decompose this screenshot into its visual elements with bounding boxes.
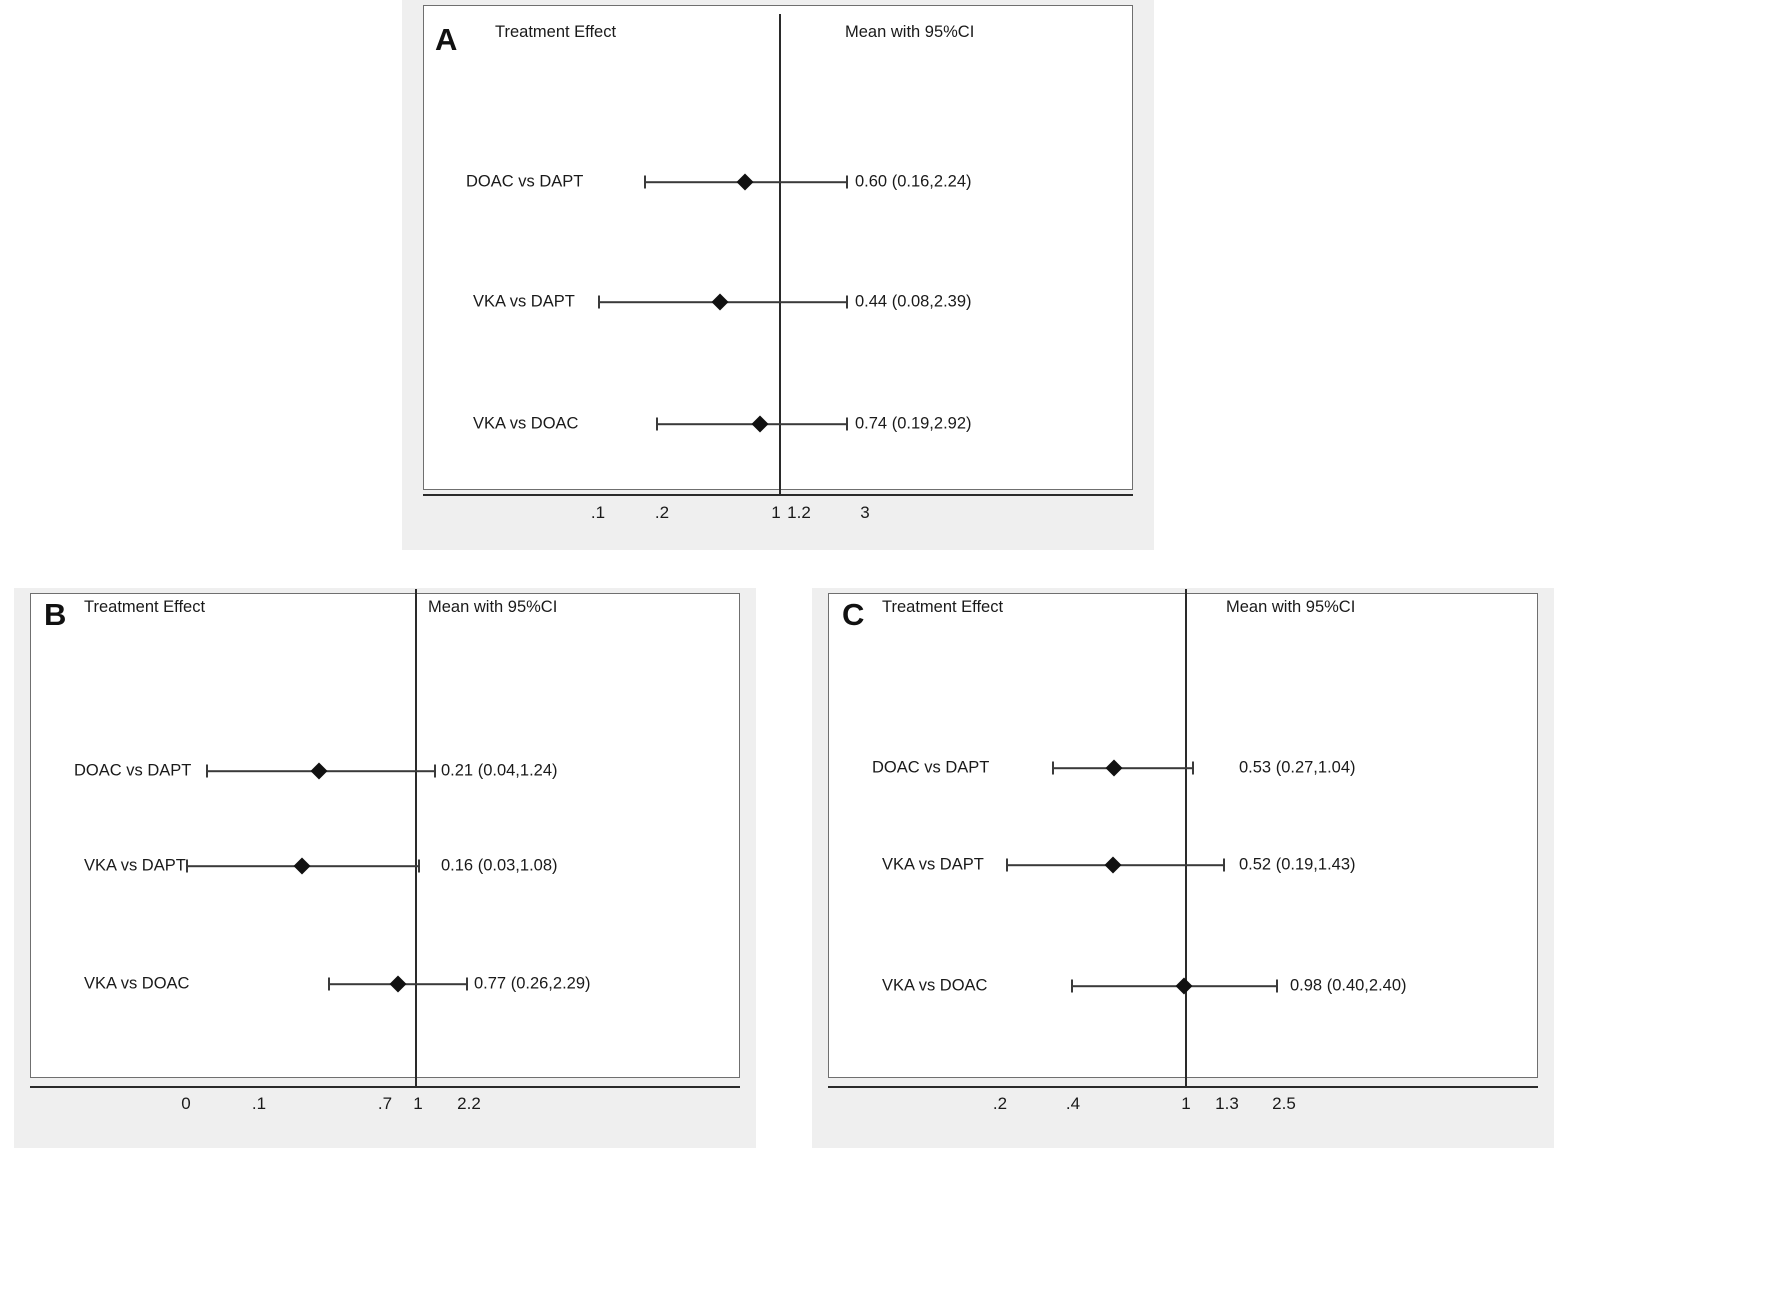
panel-a-row-label-2: VKA vs DOAC	[473, 414, 579, 433]
panel-b-row-label-2: VKA vs DOAC	[84, 974, 190, 993]
panel-c-ci-cap-high-1	[1223, 859, 1225, 872]
panel-a-header-right: Mean with 95%CI	[845, 23, 975, 41]
panel-c-ci-cap-low-1	[1006, 859, 1008, 872]
panel-b-ci-cap-low-1	[186, 860, 188, 873]
panel-a-letter: A	[435, 22, 458, 57]
panel-c-header-left: Treatment Effect	[882, 598, 1004, 616]
panel-c-ci-cap-high-0	[1192, 762, 1194, 775]
panel-c-tick-0: .2	[992, 1094, 1008, 1113]
panel-b-row-value-2: 0.77 (0.26,2.29)	[474, 974, 591, 993]
panel-a-row-value-0: 0.60 (0.16,2.24)	[855, 172, 972, 191]
panel-b-tick-1: .1	[251, 1094, 267, 1113]
panel-b-ci-cap-high-1	[418, 860, 420, 873]
panel-b-ci-cap-low-2	[328, 978, 330, 991]
panel-a	[402, 0, 1154, 550]
panel-a-ci-cap-low-0	[644, 176, 646, 189]
panel-b-row-value-1: 0.16 (0.03,1.08)	[441, 856, 558, 875]
panel-c-ci-cap-low-0	[1052, 762, 1054, 775]
panel-c-reference-line	[1185, 589, 1187, 1087]
panel-c-axis	[828, 1086, 1538, 1088]
panel-c-letter: C	[842, 597, 865, 632]
panel-c-ci-cap-high-2	[1276, 980, 1278, 993]
panel-c	[812, 588, 1554, 1148]
panel-c-tick-4: 2.5	[1272, 1094, 1296, 1113]
panel-c-header-right: Mean with 95%CI	[1226, 598, 1356, 616]
panel-a-row-label-0: DOAC vs DAPT	[466, 172, 584, 191]
panel-c-row-label-2: VKA vs DOAC	[882, 976, 988, 995]
panel-c-plot	[828, 593, 1538, 1078]
panel-a-tick-1: .2	[654, 503, 670, 522]
panel-c-row-value-2: 0.98 (0.40,2.40)	[1290, 976, 1407, 995]
panel-a-ci-cap-low-1	[598, 296, 600, 309]
panel-a-ci-cap-high-1	[846, 296, 848, 309]
panel-b-tick-0: 0	[181, 1094, 191, 1113]
panel-a-tick-3: 1.2	[787, 503, 811, 522]
panel-a-row-value-2: 0.74 (0.19,2.92)	[855, 414, 972, 433]
panel-c-row-label-0: DOAC vs DAPT	[872, 758, 990, 777]
panel-a-tick-2: 1	[771, 503, 781, 522]
panel-b-plot	[30, 593, 740, 1078]
panel-a-tick-0: .1	[590, 503, 606, 522]
panel-b-row-label-1: VKA vs DAPT	[84, 856, 186, 875]
panel-c-tick-3: 1.3	[1215, 1094, 1239, 1113]
panel-b-tick-2: .7	[377, 1094, 393, 1113]
panel-c-row-value-0: 0.53 (0.27,1.04)	[1239, 758, 1356, 777]
panel-b-row-value-0: 0.21 (0.04,1.24)	[441, 761, 558, 780]
panel-b-axis	[30, 1086, 740, 1088]
panel-c-tick-1: .4	[1065, 1094, 1081, 1113]
panel-b-ci-cap-high-0	[434, 765, 436, 778]
panel-c-row-value-1: 0.52 (0.19,1.43)	[1239, 855, 1356, 874]
panel-c-tick-2: 1	[1181, 1094, 1191, 1113]
panel-a-ci-cap-high-0	[846, 176, 848, 189]
panel-a-axis	[423, 494, 1133, 496]
panel-b-tick-4: 2.2	[457, 1094, 481, 1113]
panel-a-header-left: Treatment Effect	[495, 23, 617, 41]
panel-b-row-label-0: DOAC vs DAPT	[74, 761, 192, 780]
panel-a-ci-cap-low-2	[656, 418, 658, 431]
panel-c-row-label-1: VKA vs DAPT	[882, 855, 984, 874]
panel-b-ci-cap-low-0	[206, 765, 208, 778]
panel-b-header-left: Treatment Effect	[84, 598, 206, 616]
panel-b-header-right: Mean with 95%CI	[428, 598, 558, 616]
panel-b-ci-cap-high-2	[466, 978, 468, 991]
panel-b	[14, 588, 756, 1148]
panel-a-row-label-1: VKA vs DAPT	[473, 292, 575, 311]
panel-a-row-value-1: 0.44 (0.08,2.39)	[855, 292, 972, 311]
panel-b-tick-3: 1	[413, 1094, 423, 1113]
panel-a-tick-4: 3	[860, 503, 870, 522]
panel-c-ci-line-2	[1071, 985, 1277, 987]
panel-b-letter: B	[44, 597, 67, 632]
panel-b-reference-line	[415, 589, 417, 1087]
panel-a-ci-cap-high-2	[846, 418, 848, 431]
panel-c-ci-cap-low-2	[1071, 980, 1073, 993]
